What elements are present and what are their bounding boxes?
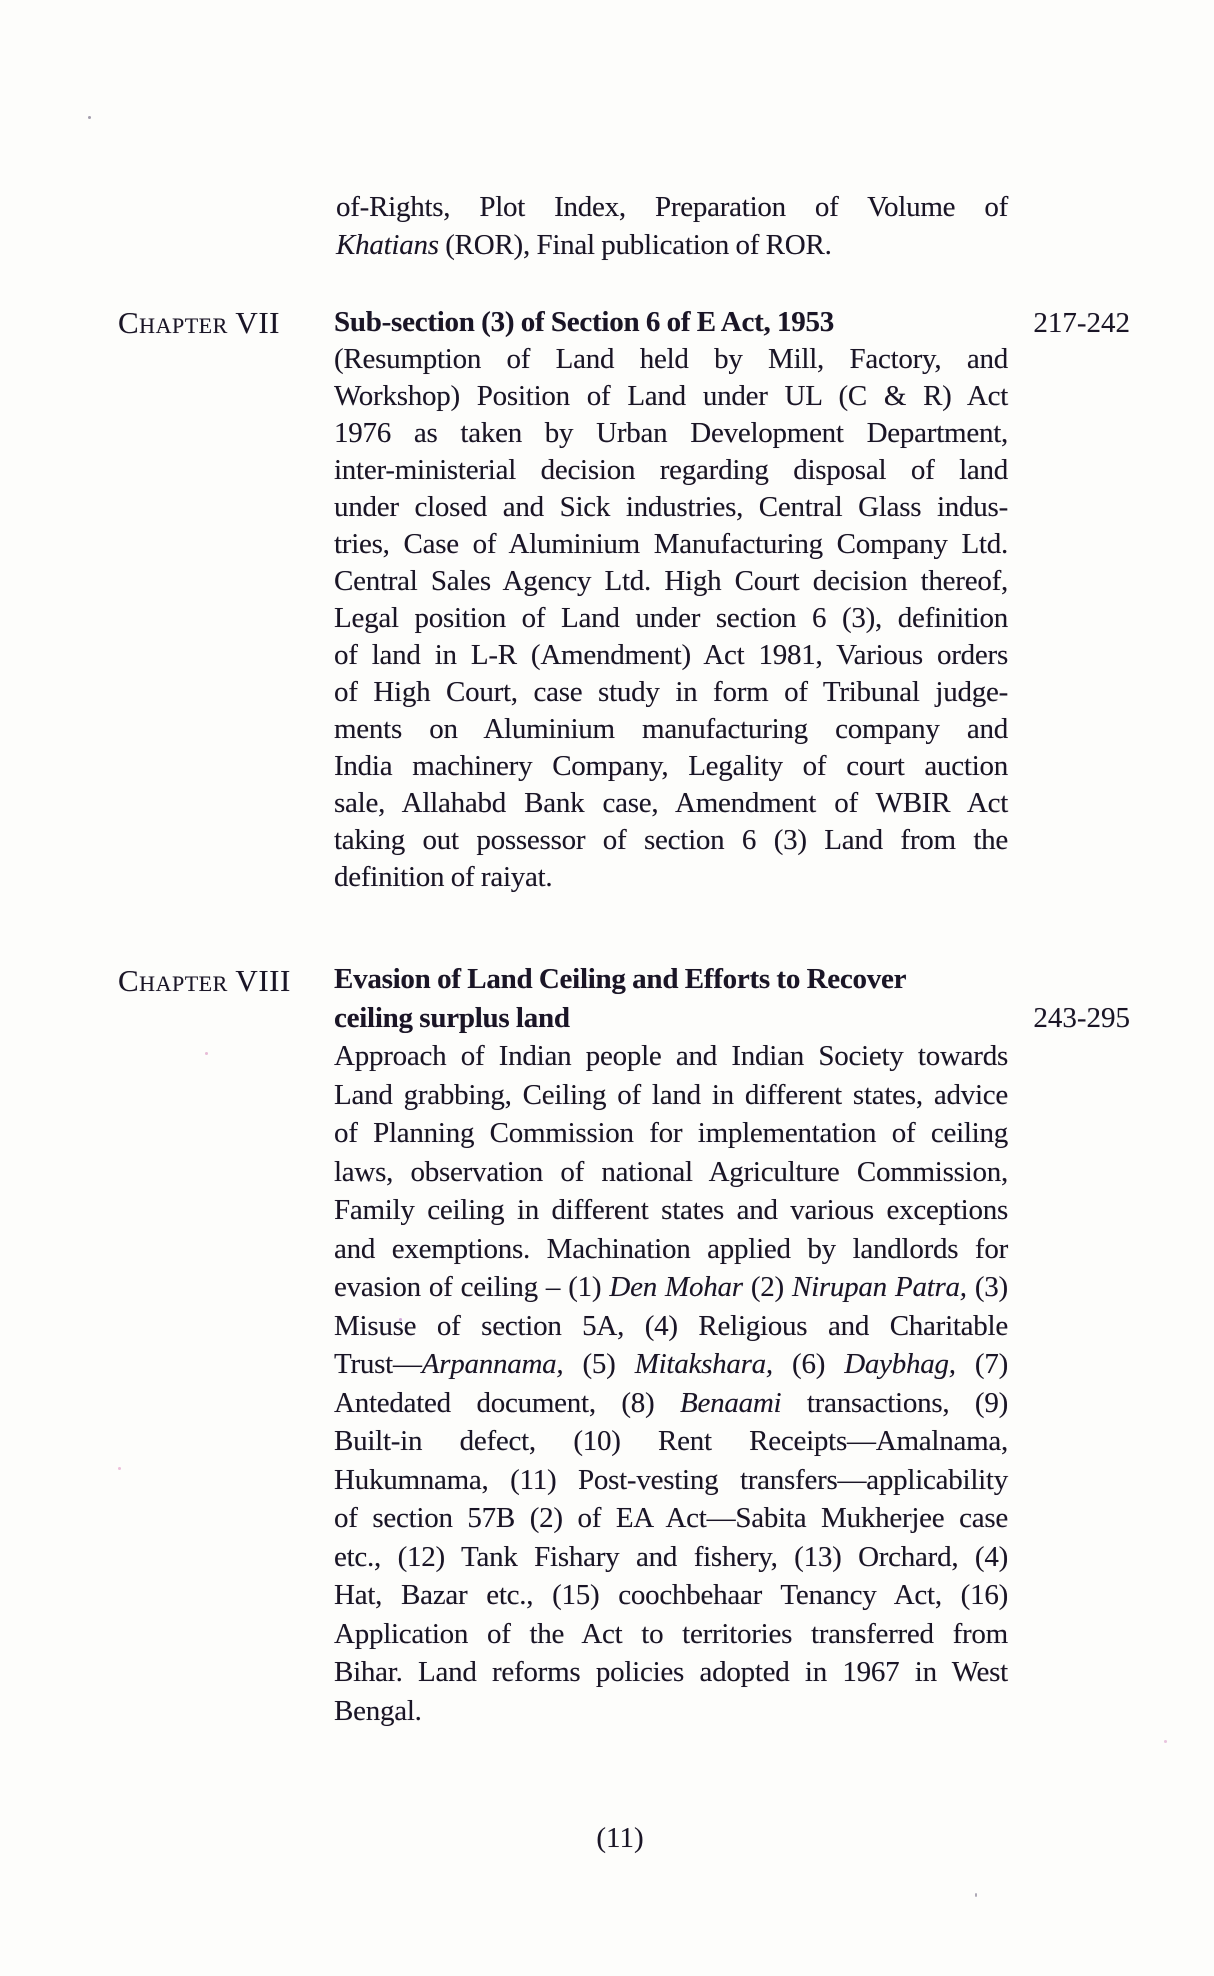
text-line: Hat, Bazar etc., (15) coochbehaar Tenancy Act, (16) [334,1579,1008,1611]
text-line: and exemptions. Machination applied by landlords for [334,1232,1008,1265]
text-line: of Planning Commission for implementation of ceiling [334,1117,1008,1149]
text-line: Central Sales Agency Ltd. High Court decision thereof, [334,565,1008,597]
text-line: Land grabbing, Ceiling of land in different states, advice [334,1078,1008,1111]
text-line: ments on Aluminium manufacturing company and [334,713,1008,745]
chapter-viii-page-range: 243-295 [1033,1002,1130,1034]
text-line: Built-in defect, (10) Rent Receipts—Amalnama, [334,1425,1008,1457]
text-line: Evasion of Land Ceiling and Efforts to Recover [334,963,907,995]
text-line: ceiling surplus land [334,1001,570,1034]
text-line: Hukumnama, (11) Post-vesting transfers—applicability [334,1463,1008,1496]
text-line: of land in L-R (Amendment) Act 1981, Various orders [334,639,1008,671]
text-line: Legal position of Land under section 6 (3), definition [334,602,1008,634]
continuation-paragraph [336,188,1008,264]
text-line: evasion of ceiling – (1) Den Mohar (2) Nirupan Patra, (3) [334,1271,1008,1303]
scan-speck [205,1052,208,1055]
scan-speck [1164,1740,1167,1743]
chapter-vii-summary [334,341,1008,896]
text-line: 1976 as taken by Urban Development Department, [334,417,1008,449]
text-line: tries, Case of Aluminium Manufacturing Company Ltd. [334,528,1008,560]
chapter-vii-label: Chapter VII [118,305,280,340]
chapter-viii-label: Chapter VIII [118,963,291,998]
chapter-vii-entry [334,304,1008,896]
page-number: (11) [596,1822,644,1854]
text-line: definition of raiyat. [334,861,553,893]
chapter-viii-entry [334,960,1008,1730]
chapter-viii-title [334,960,1008,1037]
text-line: under closed and Sick industries, Central Glass indus- [334,491,1008,523]
text-line: Workshop) Position of Land under UL (C & R) Act [334,380,1008,412]
text-line: sale, Allahabd Bank case, Amendment of WBIR Act [334,787,1008,819]
text-line: etc., (12) Tank Fishary and fishery, (13) Orchard, (4) [334,1540,1008,1573]
text-line: of-Rights, Plot Index, Preparation of Volume of [336,191,1008,223]
chapter-vii-title [334,304,1008,341]
text-line: Khatians (ROR), Final publication of ROR. [336,229,832,261]
text-line: (Resumption of Land held by Mill, Factory, and [334,343,1008,375]
scan-speck [88,116,91,119]
text-line: Sub-section (3) of Section 6 of E Act, 1953 [334,306,834,338]
text-line: Application of the Act to territories transferred from [334,1617,1008,1650]
text-line: Bengal. [334,1694,422,1727]
text-line: Family ceiling in different states and various exceptions [334,1194,1008,1226]
text-line: Antedated document, (8) Benaami transactions, (9) [334,1386,1008,1419]
text-line: Trust—Arpannama, (5) Mitakshara, (6) Daybhag, (7) [334,1348,1008,1380]
text-line: taking out possessor of section 6 (3) Land from the [334,824,1008,856]
text-line: India machinery Company, Legality of court auction [334,750,1008,782]
text-line: of section 57B (2) of EA Act—Sabita Mukherjee case [334,1502,1008,1534]
chapter-viii-summary [334,1037,1008,1730]
scan-speck [118,1467,121,1470]
text-line: of High Court, case study in form of Tribunal judge- [334,676,1008,708]
text-line: Misuse of section 5A, (4) Religious and Charitable [334,1309,1008,1342]
text-line: laws, observation of national Agriculture Commission, [334,1155,1008,1188]
text-line: inter-ministerial decision regarding disposal of land [334,454,1008,486]
text-line: Bihar. Land reforms policies adopted in 1967 in West [334,1656,1008,1688]
text-line: Approach of Indian people and Indian Society towards [334,1040,1008,1072]
scan-speck [975,1893,977,1897]
chapter-vii-page-range: 217-242 [1033,307,1130,339]
